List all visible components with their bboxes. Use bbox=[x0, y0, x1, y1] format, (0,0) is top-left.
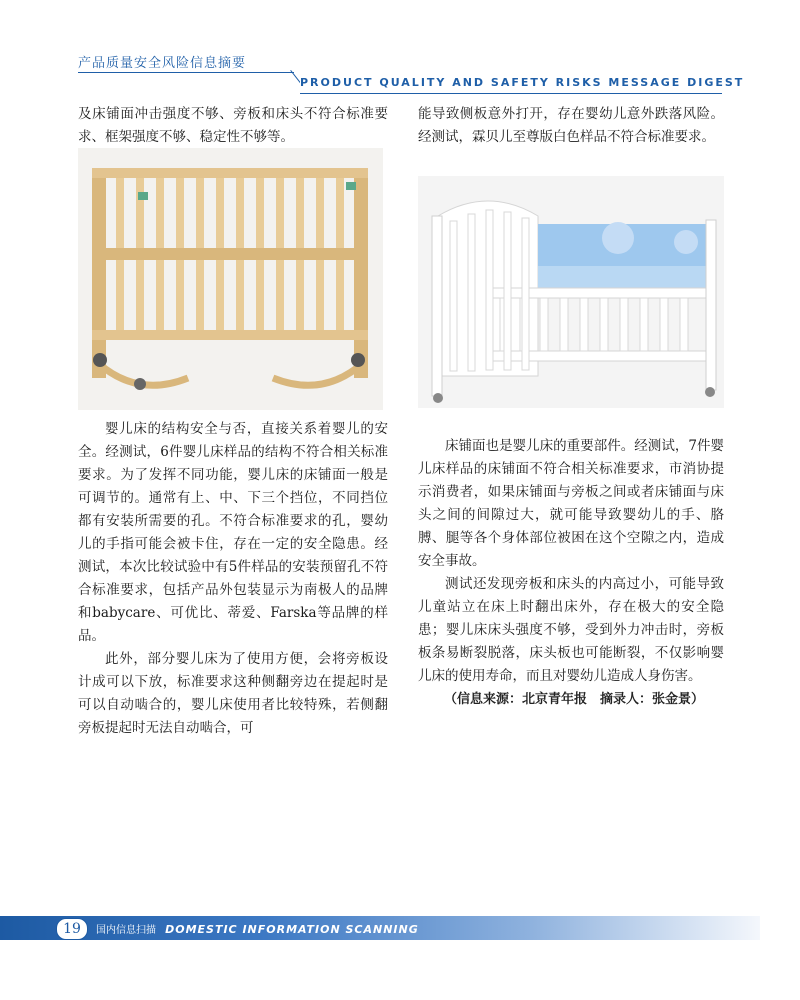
left-column-top bbox=[78, 103, 388, 149]
footer-section-label bbox=[96, 918, 419, 938]
right-intro-paragraph: 能导致侧板意外打开，存在婴幼儿意外跌落风险。经测试，霖贝儿至尊版白色样品不符合标准要求。 bbox=[418, 106, 724, 145]
header-chinese-title: 产品质量安全风险信息摘要 bbox=[78, 56, 247, 71]
left-paragraph-structure: 婴儿床的结构安全与否，直接关系着婴儿的安全。经测试，6件婴儿床样品的结构不符合相关标准要求。为了发挥不同功能，婴儿床的床铺面一般是可调节的。通常有上、中、下三个挡位，不同挡位都有安装所需要的孔。不符合标准要求的孔，婴幼儿的手指可能会被卡住，存在一定的安全隐患。经测试，本次比较试验中有5件样品的安装预留孔不符合标准要求，包括产品外包装显示为南极人的品牌和babycare、可优比、蒂爱、Farska等品牌的样品。 bbox=[78, 421, 388, 644]
left-intro-paragraph: 及床铺面冲击强度不够、旁板和床头不符合标准要求、框架强度不够、稳定性不够等。 bbox=[78, 106, 388, 145]
white-crib-illustration bbox=[418, 176, 724, 408]
wooden-crib-illustration bbox=[78, 148, 383, 410]
left-paragraph-side-panel: 此外，部分婴儿床为了使用方便，会将旁板设计成可以下放，标准要求这种侧翻旁边在提起时是可以自动啮合的，婴儿床使用者比较特殊，若侧翻旁板提起时无法自动啮合，可 bbox=[78, 651, 388, 736]
wooden-crib-photo bbox=[78, 148, 383, 410]
page-number: 19 bbox=[56, 918, 88, 940]
right-column-top bbox=[418, 103, 724, 149]
right-paragraph-height: 测试还发现旁板和床头的内高过小，可能导致儿童站立在床上时翻出床外，存在极大的安全隐患；婴儿床床头强度不够，受到外力冲击时，旁板板条易断裂脱落，床头板也可能断裂，不仅影响婴儿床的使用寿命，而且对婴幼儿造成人身伤害。 bbox=[418, 576, 724, 684]
source-credit: （信息来源：北京青年报 摘录人：张金景） bbox=[444, 692, 705, 707]
footer-section-chinese: 国内信息扫描 bbox=[96, 925, 156, 936]
white-crib-photo bbox=[418, 176, 724, 408]
right-paragraph-mattress: 床铺面也是婴儿床的重要部件。经测试，7件婴儿床样品的床铺面不符合相关标准要求，市消协提示消费者，如果床铺面与旁板之间或者床铺面与床头之间的间隙过大，就可能导致婴幼儿的手、胳膊、腿等各个身体部位被困在这个空隙之内，造成安全事故。 bbox=[418, 438, 724, 569]
right-column-bottom bbox=[418, 435, 724, 711]
left-column-bottom bbox=[78, 418, 388, 740]
footer-section-english: DOMESTIC INFORMATION SCANNING bbox=[165, 923, 419, 936]
header-rule bbox=[78, 72, 294, 73]
header-english-title: PRODUCT QUALITY AND SAFETY RISKS MESSAGE DIGEST bbox=[300, 75, 722, 94]
